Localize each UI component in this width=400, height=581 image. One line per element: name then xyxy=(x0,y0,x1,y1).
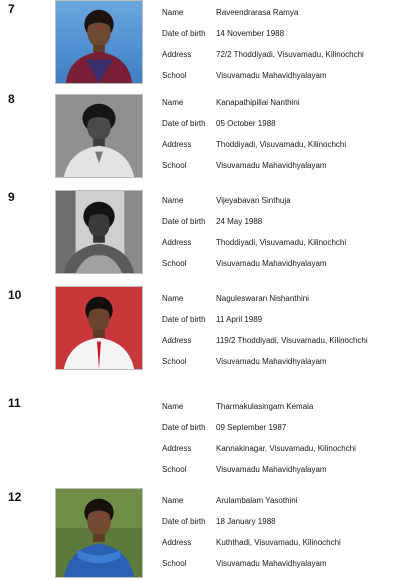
address-value: 72/2 Thoddiyadi, Visuvamadu, Kilinochchi xyxy=(216,50,364,59)
dob-value: 24 May 1988 xyxy=(216,217,263,226)
name-label: Name xyxy=(162,496,184,505)
name-label: Name xyxy=(162,196,184,205)
address-value: Kannakinagar, Visuvamadu, Kilinochchi xyxy=(216,444,356,453)
dob-label: Date of birth xyxy=(162,517,206,526)
name-value: Raveendrarasa Ramya xyxy=(216,8,299,17)
dob-label: Date of birth xyxy=(162,119,206,128)
dob-label: Date of birth xyxy=(162,423,206,432)
address-value: 119/2 Thoddiyadi, Visuvamadu, Kilinochchi xyxy=(216,336,368,345)
address-value: Kuththadi, Visuvamadu, Kilinochchi xyxy=(216,538,341,547)
dob-label: Date of birth xyxy=(162,217,206,226)
address-label: Address xyxy=(162,50,192,59)
dob-value: 14 November 1988 xyxy=(216,29,285,38)
portrait-photo xyxy=(55,94,143,178)
school-value: Visuvamadu Mahavidhyalayam xyxy=(216,559,327,568)
record-number: 10 xyxy=(8,288,22,302)
name-value: Tharmakulasingam Kemala xyxy=(216,402,314,411)
school-value: Visuvamadu Mahavidhyalayam xyxy=(216,71,327,80)
school-label: School xyxy=(162,259,187,268)
portrait-photo xyxy=(55,0,143,84)
name-label: Name xyxy=(162,8,184,17)
school-value: Visuvamadu Mahavidhyalayam xyxy=(216,161,327,170)
name-label: Name xyxy=(162,294,184,303)
portrait-photo xyxy=(55,190,143,274)
dob-value: 09 September 1987 xyxy=(216,423,287,432)
address-label: Address xyxy=(162,336,192,345)
school-value: Visuvamadu Mahavidhyalayam xyxy=(216,465,327,474)
address-label: Address xyxy=(162,238,192,247)
record-number: 8 xyxy=(8,92,15,106)
address-label: Address xyxy=(162,538,192,547)
dob-value: 05 October 1988 xyxy=(216,119,276,128)
name-label: Name xyxy=(162,98,184,107)
school-value: Visuvamadu Mahavidhyalayam xyxy=(216,259,327,268)
portrait-photo xyxy=(55,286,143,370)
dob-value: 11 April 1989 xyxy=(216,315,263,324)
name-value: Vijeyabavan Sinthuja xyxy=(216,196,291,205)
record-number: 9 xyxy=(8,190,15,204)
name-value: Arulambalam Yasothini xyxy=(216,496,298,505)
record-number: 7 xyxy=(8,2,15,16)
dob-value: 18 January 1988 xyxy=(216,517,276,526)
dob-label: Date of birth xyxy=(162,315,206,324)
portrait-photo xyxy=(55,488,143,578)
school-label: School xyxy=(162,71,187,80)
address-value: Thoddiyadi, Visuvamadu, Kilinochchi xyxy=(216,238,347,247)
school-label: School xyxy=(162,357,187,366)
name-value: Naguleswaran Nishanthini xyxy=(216,294,309,303)
address-value: Thoddiyadi, Visuvamadu, Kilinochchi xyxy=(216,140,347,149)
school-value: Visuvamadu Mahavidhyalayam xyxy=(216,357,327,366)
name-label: Name xyxy=(162,402,184,411)
dob-label: Date of birth xyxy=(162,29,206,38)
address-label: Address xyxy=(162,140,192,149)
address-label: Address xyxy=(162,444,192,453)
name-value: Kanapathipillai Nanthini xyxy=(216,98,300,107)
record-number: 11 xyxy=(8,396,21,410)
record-number: 12 xyxy=(8,490,22,504)
school-label: School xyxy=(162,465,187,474)
school-label: School xyxy=(162,559,187,568)
school-label: School xyxy=(162,161,187,170)
